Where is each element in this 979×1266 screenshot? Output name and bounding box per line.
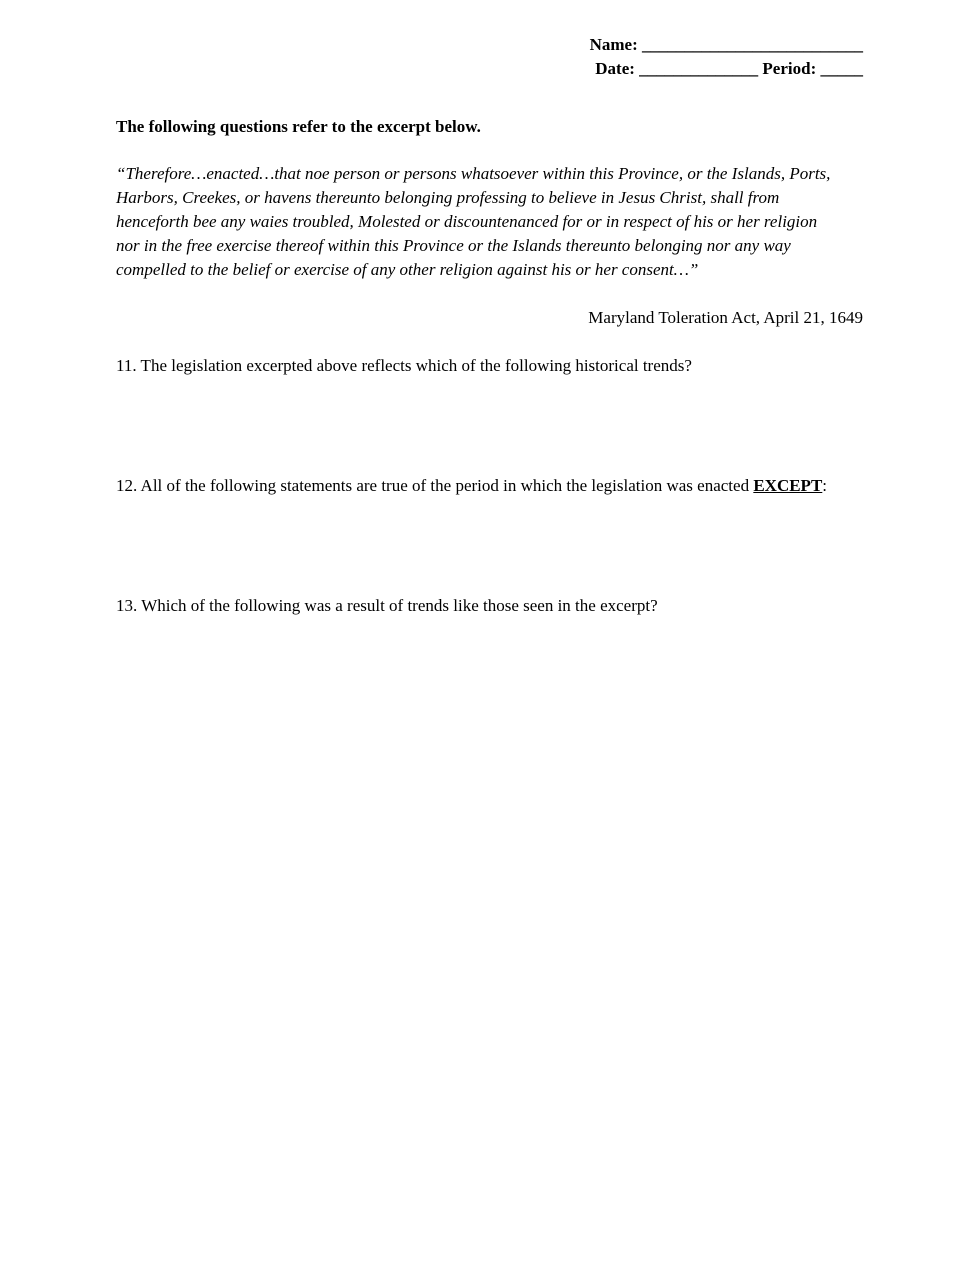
student-info-header: [590, 33, 863, 81]
question-12-colon: :: [822, 476, 828, 495]
name-field[interactable]: Name: __________________________: [589, 35, 863, 54]
period-field[interactable]: Period: _____: [758, 59, 863, 78]
question-13: 13. Which of the following was a result of trends like those seen in the excerpt?: [116, 596, 658, 615]
question-12-text: 12. All of the following statements are true of the period in which the legislation was enacted: [116, 476, 754, 495]
date-field[interactable]: Date: ______________: [595, 59, 759, 78]
date-period-row: [590, 57, 863, 81]
excerpt-line: henceforth bee any waies troubled, Molested or discountenanced for or in respect of his or her religion: [116, 212, 818, 231]
excerpt-line: “Therefore…enacted…that noe person or persons whatsoever within this Province, or the Islands, Ports,: [116, 164, 831, 183]
excerpt-source: Maryland Toleration Act, April 21, 1649: [588, 308, 863, 327]
question-12: [116, 475, 827, 497]
excerpt-line: Harbors, Creekes, or havens thereunto belonging professing to believe in Jesus Christ, shall from: [116, 188, 780, 207]
excerpt-quote: [116, 162, 866, 282]
excerpt-line: compelled to the belief or exercise of any other religion against his or her consent…”: [116, 260, 699, 279]
question-11: 11. The legislation excerpted above reflects which of the following historical trends?: [116, 356, 692, 375]
except-emphasis: EXCEPT: [753, 476, 823, 495]
instructions-heading: The following questions refer to the excerpt below.: [116, 117, 481, 136]
excerpt-line: nor in the free exercise thereof within this Province or the Islands thereunto belonging nor any way: [116, 236, 791, 255]
